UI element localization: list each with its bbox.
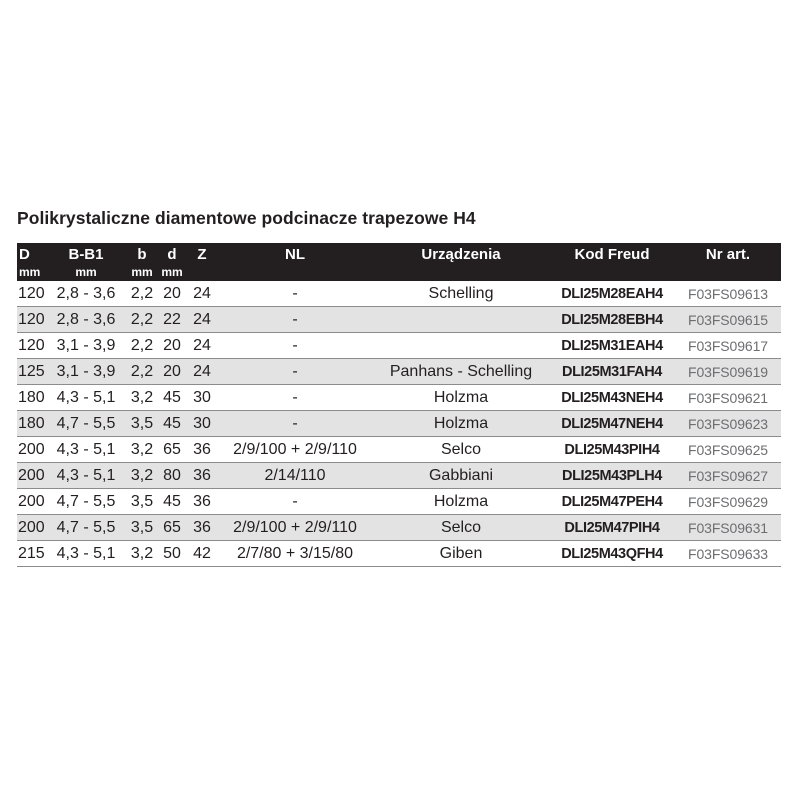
cell-urzadzenia: Holzma xyxy=(373,385,549,411)
cell-d-small: 45 xyxy=(157,385,187,411)
cell-d: 215 xyxy=(17,541,45,567)
cell-nr-art: F03FS09623 xyxy=(675,411,781,437)
table-row xyxy=(17,515,781,541)
cell-kod-freud: DLI25M31FAH4 xyxy=(549,359,675,385)
cell-d: 200 xyxy=(17,515,45,541)
cell-bb1: 4,3 - 5,1 xyxy=(45,385,127,411)
header-row xyxy=(17,243,781,265)
unit-d-small: mm xyxy=(157,265,187,281)
cell-kod-freud: DLI25M43PIH4 xyxy=(549,437,675,463)
cell-kod-freud: DLI25M28EAH4 xyxy=(549,281,675,307)
cell-nl: - xyxy=(217,281,373,307)
cell-d: 180 xyxy=(17,385,45,411)
table-row xyxy=(17,307,781,333)
cell-d-small: 20 xyxy=(157,281,187,307)
cell-bb1: 4,3 - 5,1 xyxy=(45,541,127,567)
cell-d-small: 80 xyxy=(157,463,187,489)
cell-bb1: 4,7 - 5,5 xyxy=(45,489,127,515)
table-row xyxy=(17,333,781,359)
cell-d-small: 65 xyxy=(157,437,187,463)
unit-b: mm xyxy=(127,265,157,281)
cell-d-small: 65 xyxy=(157,515,187,541)
cell-d: 120 xyxy=(17,281,45,307)
cell-kod-freud: DLI25M47NEH4 xyxy=(549,411,675,437)
cell-kod-freud: DLI25M43NEH4 xyxy=(549,385,675,411)
header-z: Z xyxy=(187,243,217,265)
header-nr: Nr art. xyxy=(675,243,781,265)
cell-z: 24 xyxy=(187,307,217,333)
cell-nr-art: F03FS09615 xyxy=(675,307,781,333)
cell-nr-art: F03FS09613 xyxy=(675,281,781,307)
cell-urzadzenia: Holzma xyxy=(373,489,549,515)
table-body xyxy=(17,281,781,567)
cell-b: 3,5 xyxy=(127,489,157,515)
unit-row xyxy=(17,265,781,281)
cell-urzadzenia: Gabbiani xyxy=(373,463,549,489)
table-title: Polikrystaliczne diamentowe podcinacze trapezowe H4 xyxy=(17,208,476,228)
table-row xyxy=(17,463,781,489)
cell-z: 36 xyxy=(187,515,217,541)
cell-nr-art: F03FS09633 xyxy=(675,541,781,567)
cell-bb1: 2,8 - 3,6 xyxy=(45,281,127,307)
cell-d-small: 20 xyxy=(157,359,187,385)
header-nl: NL xyxy=(217,243,373,265)
cell-b: 2,2 xyxy=(127,359,157,385)
header-d: D xyxy=(17,243,45,265)
cell-b: 3,2 xyxy=(127,437,157,463)
cell-nr-art: F03FS09619 xyxy=(675,359,781,385)
cell-urzadzenia xyxy=(373,333,549,359)
cell-z: 36 xyxy=(187,489,217,515)
cell-nr-art: F03FS09621 xyxy=(675,385,781,411)
cell-nl: - xyxy=(217,489,373,515)
cell-z: 36 xyxy=(187,437,217,463)
cell-urzadzenia: Schelling xyxy=(373,281,549,307)
cell-z: 36 xyxy=(187,463,217,489)
cell-b: 2,2 xyxy=(127,333,157,359)
cell-nl: - xyxy=(217,307,373,333)
cell-bb1: 3,1 - 3,9 xyxy=(45,333,127,359)
cell-nl: 2/9/100 + 2/9/110 xyxy=(217,515,373,541)
cell-d: 120 xyxy=(17,307,45,333)
cell-nl: - xyxy=(217,411,373,437)
header-urzadzenia: Urządzenia xyxy=(373,243,549,265)
cell-d-small: 45 xyxy=(157,489,187,515)
cell-nr-art: F03FS09629 xyxy=(675,489,781,515)
cell-d: 180 xyxy=(17,411,45,437)
table-row xyxy=(17,541,781,567)
cell-nr-art: F03FS09617 xyxy=(675,333,781,359)
unit-d: mm xyxy=(17,265,45,281)
cell-b: 3,5 xyxy=(127,411,157,437)
cell-b: 2,2 xyxy=(127,281,157,307)
product-table xyxy=(17,243,781,567)
table-row xyxy=(17,385,781,411)
cell-bb1: 4,7 - 5,5 xyxy=(45,411,127,437)
table-row xyxy=(17,359,781,385)
cell-d: 200 xyxy=(17,463,45,489)
header-d-small: d xyxy=(157,243,187,265)
cell-urzadzenia: Giben xyxy=(373,541,549,567)
header-b: b xyxy=(127,243,157,265)
table-row xyxy=(17,411,781,437)
cell-nl: - xyxy=(217,359,373,385)
table-row xyxy=(17,489,781,515)
cell-d-small: 45 xyxy=(157,411,187,437)
cell-kod-freud: DLI25M43PLH4 xyxy=(549,463,675,489)
header-bb1: B-B1 xyxy=(45,243,127,265)
cell-nl: 2/9/100 + 2/9/110 xyxy=(217,437,373,463)
cell-d-small: 20 xyxy=(157,333,187,359)
cell-z: 24 xyxy=(187,359,217,385)
cell-b: 3,5 xyxy=(127,515,157,541)
cell-nl: - xyxy=(217,385,373,411)
cell-kod-freud: DLI25M28EBH4 xyxy=(549,307,675,333)
cell-z: 30 xyxy=(187,411,217,437)
cell-urzadzenia: Panhans - Schelling xyxy=(373,359,549,385)
cell-d: 120 xyxy=(17,333,45,359)
cell-kod-freud: DLI25M31EAH4 xyxy=(549,333,675,359)
cell-nl: - xyxy=(217,333,373,359)
cell-nr-art: F03FS09627 xyxy=(675,463,781,489)
cell-z: 24 xyxy=(187,281,217,307)
table-row xyxy=(17,281,781,307)
cell-kod-freud: DLI25M47PIH4 xyxy=(549,515,675,541)
cell-bb1: 4,3 - 5,1 xyxy=(45,463,127,489)
cell-nr-art: F03FS09631 xyxy=(675,515,781,541)
cell-d-small: 50 xyxy=(157,541,187,567)
cell-kod-freud: DLI25M47PEH4 xyxy=(549,489,675,515)
cell-z: 24 xyxy=(187,333,217,359)
cell-b: 3,2 xyxy=(127,463,157,489)
cell-b: 2,2 xyxy=(127,307,157,333)
cell-bb1: 3,1 - 3,9 xyxy=(45,359,127,385)
cell-bb1: 4,7 - 5,5 xyxy=(45,515,127,541)
cell-b: 3,2 xyxy=(127,385,157,411)
cell-urzadzenia: Holzma xyxy=(373,411,549,437)
cell-bb1: 2,8 - 3,6 xyxy=(45,307,127,333)
cell-d: 200 xyxy=(17,489,45,515)
table-row xyxy=(17,437,781,463)
cell-urzadzenia xyxy=(373,307,549,333)
cell-b: 3,2 xyxy=(127,541,157,567)
cell-d: 125 xyxy=(17,359,45,385)
cell-d: 200 xyxy=(17,437,45,463)
header-kod: Kod Freud xyxy=(549,243,675,265)
cell-nl: 2/14/110 xyxy=(217,463,373,489)
cell-urzadzenia: Selco xyxy=(373,437,549,463)
cell-kod-freud: DLI25M43QFH4 xyxy=(549,541,675,567)
cell-z: 30 xyxy=(187,385,217,411)
cell-bb1: 4,3 - 5,1 xyxy=(45,437,127,463)
cell-urzadzenia: Selco xyxy=(373,515,549,541)
cell-nr-art: F03FS09625 xyxy=(675,437,781,463)
unit-bb1: mm xyxy=(45,265,127,281)
cell-z: 42 xyxy=(187,541,217,567)
cell-nl: 2/7/80 + 3/15/80 xyxy=(217,541,373,567)
cell-d-small: 22 xyxy=(157,307,187,333)
